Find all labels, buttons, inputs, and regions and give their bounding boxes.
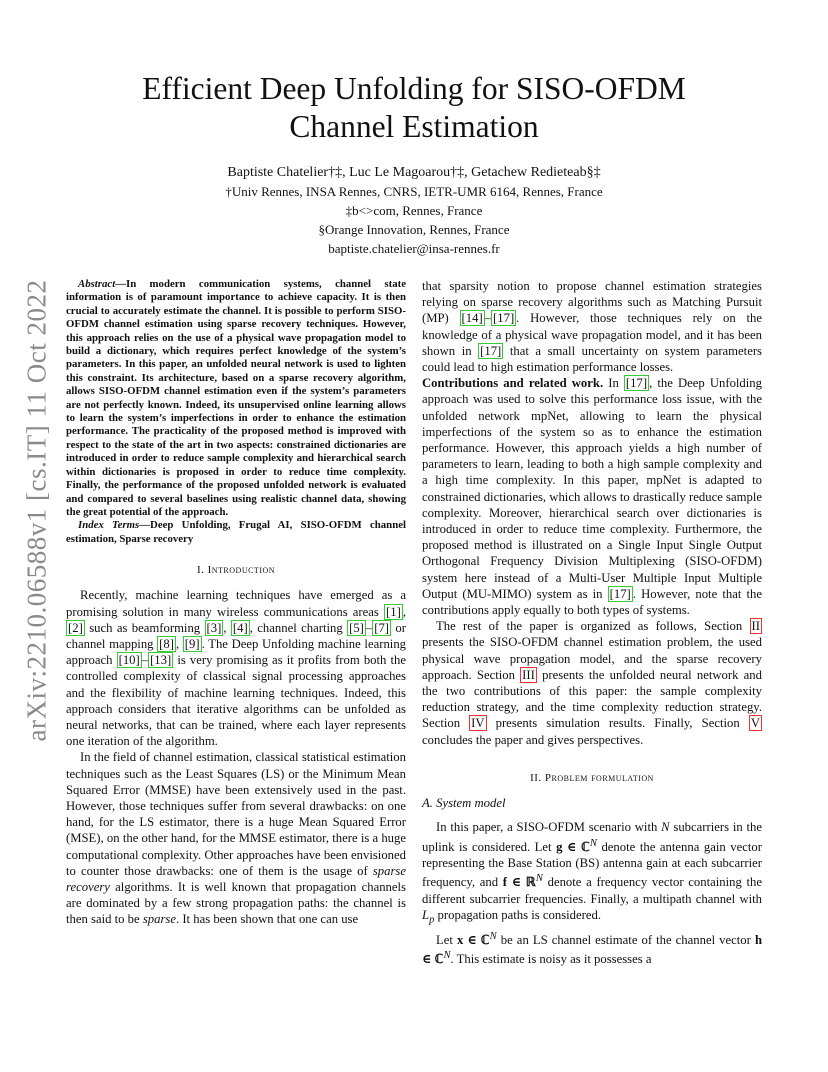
math-expression: f ∈ ℝ xyxy=(502,875,536,890)
section-ref-link[interactable]: II xyxy=(751,619,760,634)
text-span: In the field of channel estimation, classical statistical estimation techniques such as the Least Squares (LS) or the Minimum Mean Squared Error (MMSE) have been extensively used in the past. However, those techniques suffer from several drawbacks: on one hand, for the LS estimator, there is a huge Mean Squared Error (MSE), on the other hand, for the MMSE estimator, there is a huge computational complexity. Other approaches have been envisioned to counter those drawbacks: one of them is the usage of xyxy=(66,750,406,878)
math-superscript: N xyxy=(535,873,543,885)
text-span: algorithms. It is well known that propagation channels are dominated by a few strong propagation paths: the channel is then said to be xyxy=(66,879,406,927)
subsection-heading-system-model: A. System model xyxy=(422,796,506,811)
citation-link[interactable]: [10] xyxy=(118,653,140,668)
citation-link[interactable]: [7] xyxy=(374,620,390,635)
math-expression: g ∈ ℂ xyxy=(556,839,590,854)
text-span: – xyxy=(365,620,373,635)
citation-link[interactable]: [14] xyxy=(461,311,483,326)
math-symbol: L xyxy=(422,907,430,922)
contributions-paragraph xyxy=(422,375,762,618)
author-email: baptiste.chatelier@insa-rennes.fr xyxy=(328,241,500,256)
index-terms xyxy=(66,519,406,546)
text-span: . It has been shown that one can use xyxy=(175,912,359,927)
text-span: subcarriers in the uplink is considered. Let xyxy=(422,820,762,854)
text-span: In xyxy=(603,376,624,391)
paper-title xyxy=(66,70,762,146)
text-span: , channel charting xyxy=(249,620,348,635)
text-span: , xyxy=(402,604,406,619)
abstract-lead: Abstract xyxy=(78,278,116,290)
section-heading-problem-formulation: II. Problem formulation xyxy=(530,771,654,784)
citation-link[interactable]: [8] xyxy=(159,636,174,651)
section-ref-link[interactable]: V xyxy=(750,716,760,731)
abstract xyxy=(66,278,406,519)
citation-link[interactable]: [5] xyxy=(349,620,364,635)
system-model-paragraph-2 xyxy=(422,929,762,968)
text-span: , xyxy=(223,620,231,635)
affiliation-2: ‡b<>com, Rennes, France xyxy=(345,203,483,218)
citation-link[interactable]: [17] xyxy=(480,343,502,358)
text-span: Let xyxy=(436,932,457,947)
text-span: propagation paths is considered. xyxy=(434,907,602,922)
math-expression: h ∈ ℂ xyxy=(422,932,762,967)
text-span: , xyxy=(175,636,183,651)
text-span: – xyxy=(484,311,492,326)
citation-link[interactable]: [17] xyxy=(609,586,631,601)
text-span: . This estimate is noisy as it possesses a xyxy=(450,952,652,967)
section-ref-link[interactable]: III xyxy=(522,667,535,682)
citation-link[interactable]: [4] xyxy=(232,620,248,635)
intro-paragraph-1 xyxy=(66,587,406,749)
math-subscript: p xyxy=(429,914,435,926)
math-superscript: N xyxy=(443,949,451,961)
citation-link[interactable]: [9] xyxy=(184,636,200,651)
right-paragraph-1 xyxy=(422,278,762,375)
text-span: denote a frequency vector containing the different subcarrier frequencies. Finally, a multipath channel with xyxy=(422,875,762,906)
author-names: Baptiste Chatelier†‡, Luc Le Magoarou†‡, Getachew Redieteab§‡ xyxy=(227,165,601,180)
text-span: that a small uncertainty on system parameters could lead to high estimation performance losses. xyxy=(422,343,762,375)
text-span: presents the SISO-OFDM channel estimation problem, the used physical wave propagation model, and the sparse recovery approach. Section xyxy=(422,635,762,682)
text-span: presents the unfolded neural network and the two contributions of this paper: the sample complexity reduction strategy, and the time complexity reduction strategy. Section xyxy=(422,667,762,731)
text-span: Recently, machine learning techniques have emerged as a promising solution in many wireless communications areas xyxy=(66,588,406,619)
text-span: denote the antenna gain vector representing the Base Station (BS) antenna gain at each subcarrier frequency, and xyxy=(422,839,762,890)
citation-link[interactable]: [3] xyxy=(206,620,222,635)
index-terms-lead: Index Terms xyxy=(78,519,140,532)
right-column xyxy=(422,278,762,967)
paper-title-line-2: Channel Estimation xyxy=(289,109,539,144)
text-span: that sparsity notion to propose channel estimation strategies relying on sparse recovery algorithms such as Matching Pursuit (MP) xyxy=(422,279,762,326)
text-span: . The Deep Unfolding machine learning approach xyxy=(66,636,407,668)
emphasis-text: sparse xyxy=(142,912,176,927)
affiliation-3: §Orange Innovation, Rennes, France xyxy=(318,222,510,237)
section-ref-link[interactable]: IV xyxy=(471,716,485,731)
text-span: presents simulation results. Finally, Section xyxy=(486,716,749,731)
text-span: In this paper, a SISO-OFDM scenario with xyxy=(436,820,662,835)
emphasis-text: sparse recovery xyxy=(66,863,406,894)
math-superscript: N xyxy=(589,837,597,849)
paper-title-line-1: Efficient Deep Unfolding for SISO-OFDM xyxy=(142,71,686,106)
left-column xyxy=(66,278,406,928)
abstract-text: —In modern communication systems, channel state information is of paramount importance to achieve capacity. It is then crucial to accurately estimate the channel. It is possible to perform SISO-OFDM channel estimation using sparse recovery techniques. However, this approach relies on the use of a physical wave propagation model to build a dictionary, which requires perfect knowledge of the system’s parameters. In this paper, an unfolded neural network is used to lighten this constraint. Its architecture, based on a sparse recovery algorithm, allows SISO-OFDM channel estimation even if the system’s parameters are not perfectly known. Indeed, its unsupervised online learning allows to learn the system’s imperfections in order to enhance the estimation performance. The practicality of the proposed method is improved with respect to the state of the art in two aspects: constrained dictionaries are introduced in order to reduce sample complexity and hierarchical search within dictionaries is proposed in order to reduce time complexity. Finally, the performance of the proposed unfolded network is evaluated and compared to several baselines using realistic channel data, showing the great potential of the approach. xyxy=(66,278,406,518)
text-span: concludes the paper and gives perspectives. xyxy=(422,732,644,747)
author-block xyxy=(66,163,762,258)
text-span: The rest of the paper is organized as follows, Section xyxy=(436,619,750,634)
arxiv-identifier-stamp xyxy=(21,279,52,741)
text-span: , the Deep Unfolding approach was used to solve this performance loss issue, with the unfolded network mpNet, allowing to learn the physical imperfections of the system so as to enhance the estimation performance. However, this approach yields a high number of parameters to learn, leading to both a high sample complexity and a high time complexity. In this paper, mpNet is adapted to constrained dictionaries, which allows to drastically reduce sample complexity. Moreover, hierarchical search over dictionaries is introduced in order to reduce time complexity. Furthermore, the proposed method is illustrated on a Single Input Single Output Orthogonal Frequency Division Multiplexing (SISO-OFDM) system here instead of a Multi-User Multiple Input Multiple Output (MU-MIMO) system as in xyxy=(422,376,762,601)
text-span: such as beamforming xyxy=(84,620,205,635)
citation-link[interactable]: [13] xyxy=(150,653,172,668)
text-span: is very promising as it profits from both the controlled complexity of classical signal processing approaches and the flexibility of machine learning techniques. Indeed, this approach considers that iterative algorithms can be unfolded as neural networks, that can be trained, where each layer represents one iteration of the algorithm. xyxy=(66,653,406,749)
text-span: – xyxy=(141,653,149,668)
contributions-lead: Contributions and related work. xyxy=(422,376,604,391)
section-heading-introduction: I. Introduction xyxy=(196,564,276,577)
text-span: . However, those techniques rely on the knowledge of a physical wave propagation model, and it has been shown in xyxy=(422,311,762,358)
organization-paragraph xyxy=(422,618,762,748)
abstract-paragraph xyxy=(66,278,406,519)
affiliation-1: †Univ Rennes, INSA Rennes, CNRS, IETR-UMR 6164, Rennes, France xyxy=(225,184,603,199)
math-symbol: N xyxy=(661,820,670,835)
text-span: or channel mapping xyxy=(66,620,406,651)
text-span: be an LS channel estimate of the channel vector xyxy=(496,932,755,947)
citation-link[interactable]: [2] xyxy=(68,620,83,635)
math-expression: x ∈ ℂ xyxy=(456,932,490,947)
intro-paragraph-2 xyxy=(66,749,406,927)
citation-link[interactable]: [1] xyxy=(386,604,401,619)
index-terms-text: —Deep Unfolding, Frugal AI, SISO-OFDM channel estimation, Sparse recovery xyxy=(66,519,406,545)
arxiv-identifier-text: arXiv:2210.06588v1 [cs.IT] 11 Oct 2022 xyxy=(21,279,52,741)
system-model-paragraph-1 xyxy=(422,819,762,928)
citation-link[interactable]: [17] xyxy=(625,376,648,391)
math-superscript: N xyxy=(489,930,497,942)
text-span: . However, note that the contributions apply equally to both types of systems. xyxy=(422,586,762,618)
citation-link[interactable]: [17] xyxy=(493,311,515,326)
